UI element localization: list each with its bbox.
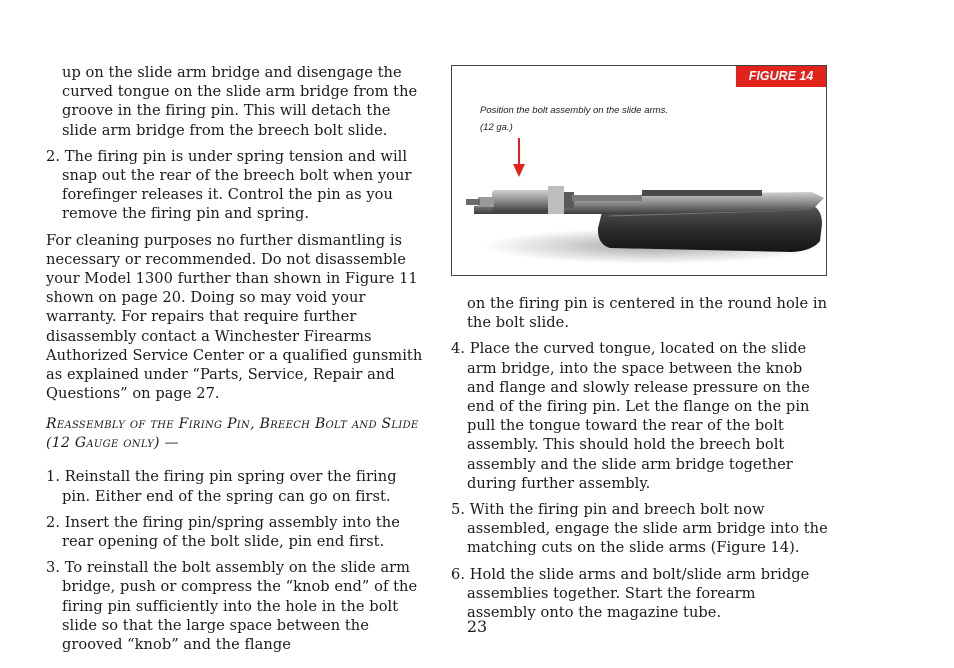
page-number: 23 (466, 617, 488, 636)
continued-step-3-text: on the firing pin is centered in the round hole in the bolt slide. (467, 295, 828, 332)
bolt-body (492, 190, 550, 212)
disassembly-step-2: 2. The firing pin is under spring tension and will snap out the rear of the breech bolt when your forefinger releases it. Control the pin as you remove the firing pin and spring. (46, 147, 412, 223)
cleaning-note-paragraph: For cleaning purposes no further dismantling is necessary or recommended. Do not disassemble your Model 1300 further than shown in Figure 11 shown on page 20. Doing so may void your warranty. For repairs that require further disassembly contact a Winchester Firearms Authorized Service Center or a qualified gunsmith as explained under “Parts, Service, Repair and Questions” on page 27. (46, 231, 423, 403)
reassembly-step-2: 2. Insert the firing pin/spring assembly into the rear opening of the bolt slide, pin end first. (46, 513, 400, 551)
reassembly-step-1: 1. Reinstall the firing pin spring over the firing pin. Either end of the spring can go on first. (46, 468, 397, 505)
figure-label: FIGURE 14 (736, 66, 826, 87)
left-column (46, 63, 424, 661)
continued-step-text: up on the slide arm bridge and disengage the curved tongue on the slide arm bridge from the groove in the firing pin. This will detach the slide arm bridge from the breech bolt slide. (62, 64, 418, 139)
reassembly-step-5: 5. With the firing pin and breech bolt now assembled, engage the slide arm bridge into the matching cuts on the slide arms (Figure 14). (451, 501, 828, 557)
reassembly-step-6: 6. Hold the slide arms and bolt/slide arm bridge assemblies together. Start the forearm assembly onto the magazine tube. (451, 565, 810, 622)
pointer-arrow-icon (512, 138, 526, 178)
figure-caption: Position the bolt assembly on the slide arms. (12 ga.) (480, 105, 668, 133)
bolt-assembly-photo (452, 66, 826, 275)
section-heading: Reassembly of the Firing Pin, Breech Bolt and Slide (12 Gauge only) — (46, 416, 419, 452)
reassembly-step-3: 3. To reinstall the bolt assembly on the slide arm bridge, push or compress the “knob end” of the firing pin sufficiently into the hole in the bolt slide so that the large space between the grooved “knob” and the flange (46, 559, 418, 654)
figure-14 (451, 65, 827, 276)
reassembly-step-4: 4. Place the curved tongue, located on the slide arm bridge, into the space between the knob and flange and slowly release pressure on the end of the firing pin. Let the flange on the pin pull the tongue toward the rear of the bolt assembly. This should hold the breech bolt assembly and the slide arm bridge together during further assembly. (451, 340, 810, 492)
right-column (451, 294, 829, 629)
